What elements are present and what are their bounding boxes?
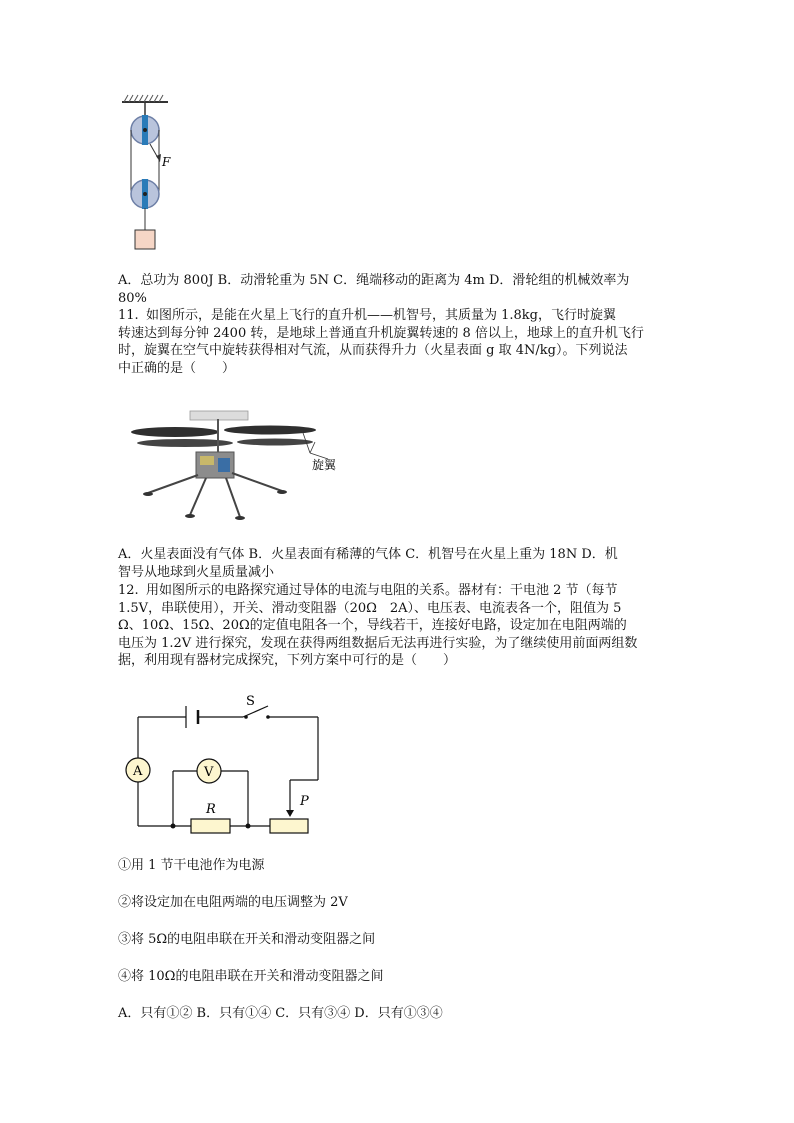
resistor-label: R	[206, 802, 216, 817]
helicopter-figure	[130, 405, 360, 525]
q11-stem: 11. 如图所示，是能在火星上飞行的直升机——机智号，其质量为 1.8kg，飞行时旋翼 转速达到每分钟 2400 转，是地球上普通直升机旋翼转速的 8 倍以上，地球上的直升机飞行 时，旋翼在空气中旋转获得相对气流，从而获得升力（火星表面 g 取 4N/kg）。下列说法 中正确的是（ ）	[118, 308, 644, 376]
q12-options: A．只有①② B．只有①④ C．只有③④ D．只有①③④	[118, 1006, 443, 1021]
q10-options: A．总功为 800J B．动滑轮重为 5N C．绳端移动的距离为 4m D．滑轮组的机械效率为 80%	[118, 273, 630, 306]
ammeter-label: A	[133, 764, 143, 779]
q11-options: A．火星表面没有气体 B．火星表面有稀薄的气体 C．机智号在火星上重为 18N D．机 智号从地球到火星质量减小	[118, 547, 618, 580]
switch-label: S	[246, 694, 255, 709]
q11-number: 11.	[118, 308, 139, 323]
q12-statement-4: ④将 10Ω的电阻串联在开关和滑动变阻器之间	[118, 969, 384, 984]
q12-statement-2: ②将设定加在电阻两端的电压调整为 2V	[118, 895, 348, 910]
rotor-label: 旋翼	[312, 458, 337, 472]
pulley-figure	[118, 92, 188, 252]
voltmeter-label: V	[204, 765, 214, 780]
circuit-figure	[118, 690, 328, 840]
q12-number: 12.	[118, 583, 139, 598]
q12-stem: 12. 用如图所示的电路探究通过导体的电流与电阻的关系。器材有：干电池 2 节（每节 1.5V，串联使用），开关、滑动变阻器（20Ω 2A）、电压表、电流表各一个，阻值为 5 Ω、10Ω、15Ω、20Ω的定值电阻各一个，导线若干，连接好电路，设定加在电阻两端的 电压为 1.2V 进行探究，发现在获得两组数据后无法再进行实验，为了继续使用前面两组数 据，利用现有器材完成探究，下列方案中可行的是（ ）	[118, 583, 638, 668]
slider-label: P	[300, 794, 309, 809]
q12-statement-3: ③将 5Ω的电阻串联在开关和滑动变阻器之间	[118, 932, 376, 947]
q12-statement-1: ①用 1 节干电池作为电源	[118, 858, 265, 873]
force-label: F	[162, 155, 171, 169]
